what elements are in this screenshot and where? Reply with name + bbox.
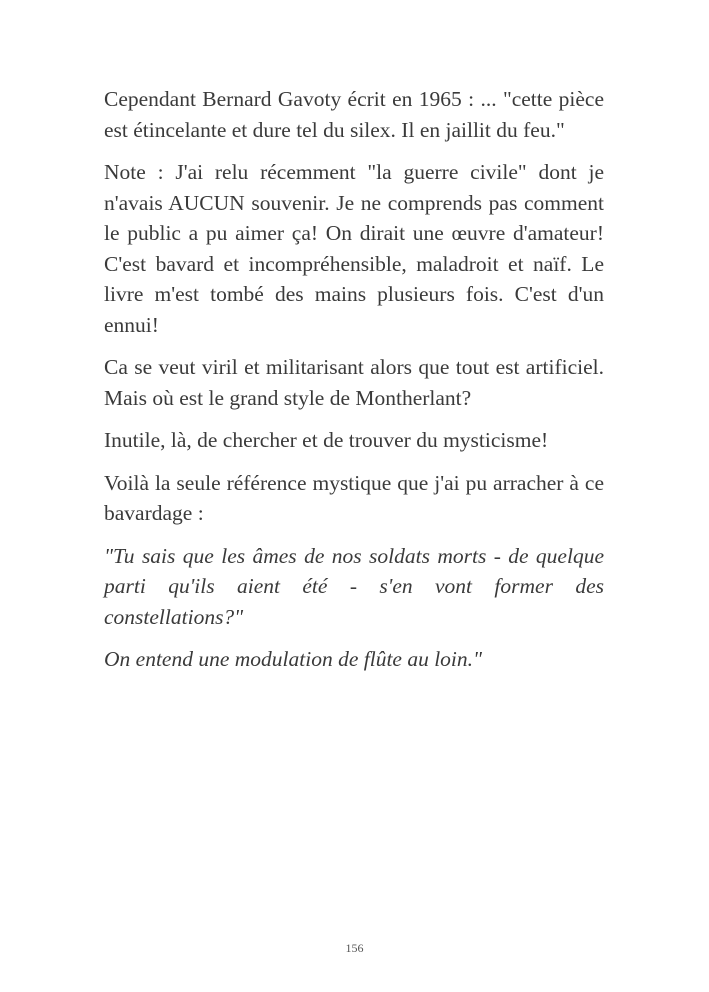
paragraph-quote-ames: "Tu sais que les âmes de nos soldats morts - de quelque parti qu'ils aient été - s'en vont former des constellations?" xyxy=(104,543,604,629)
page-number: 156 xyxy=(345,941,364,955)
paragraph-note: Note : J'ai relu récemment "la guerre civile" dont je n'avais AUCUN souvenir. Je ne comprends pas comment le public a pu aimer ça! On dirait une œuvre d'amateur! C'est bavard et incompréhensible, maladroit et naïf. Le livre m'est tombé des mains plusieurs fois. C'est d'un ennui! xyxy=(104,160,604,337)
paragraph-voila: Voilà la seule référence mystique que j'ai pu arracher à ce bavardage : xyxy=(104,470,604,525)
page-body xyxy=(104,84,604,687)
paragraph-gavoty-quote: Cependant Bernard Gavoty écrit en 1965 : ... "cette pièce est étincelante et dure tel du silex. Il en jaillit du feu." xyxy=(104,87,604,142)
paragraph-quote-flute: On entend une modulation de flûte au loin." xyxy=(104,647,483,671)
paragraph-inutile: Inutile, là, de chercher et de trouver du mysticisme! xyxy=(104,428,549,452)
paragraph-viril: Ca se veut viril et militarisant alors que tout est artificiel. Mais où est le grand style de Montherlant? xyxy=(104,355,604,410)
